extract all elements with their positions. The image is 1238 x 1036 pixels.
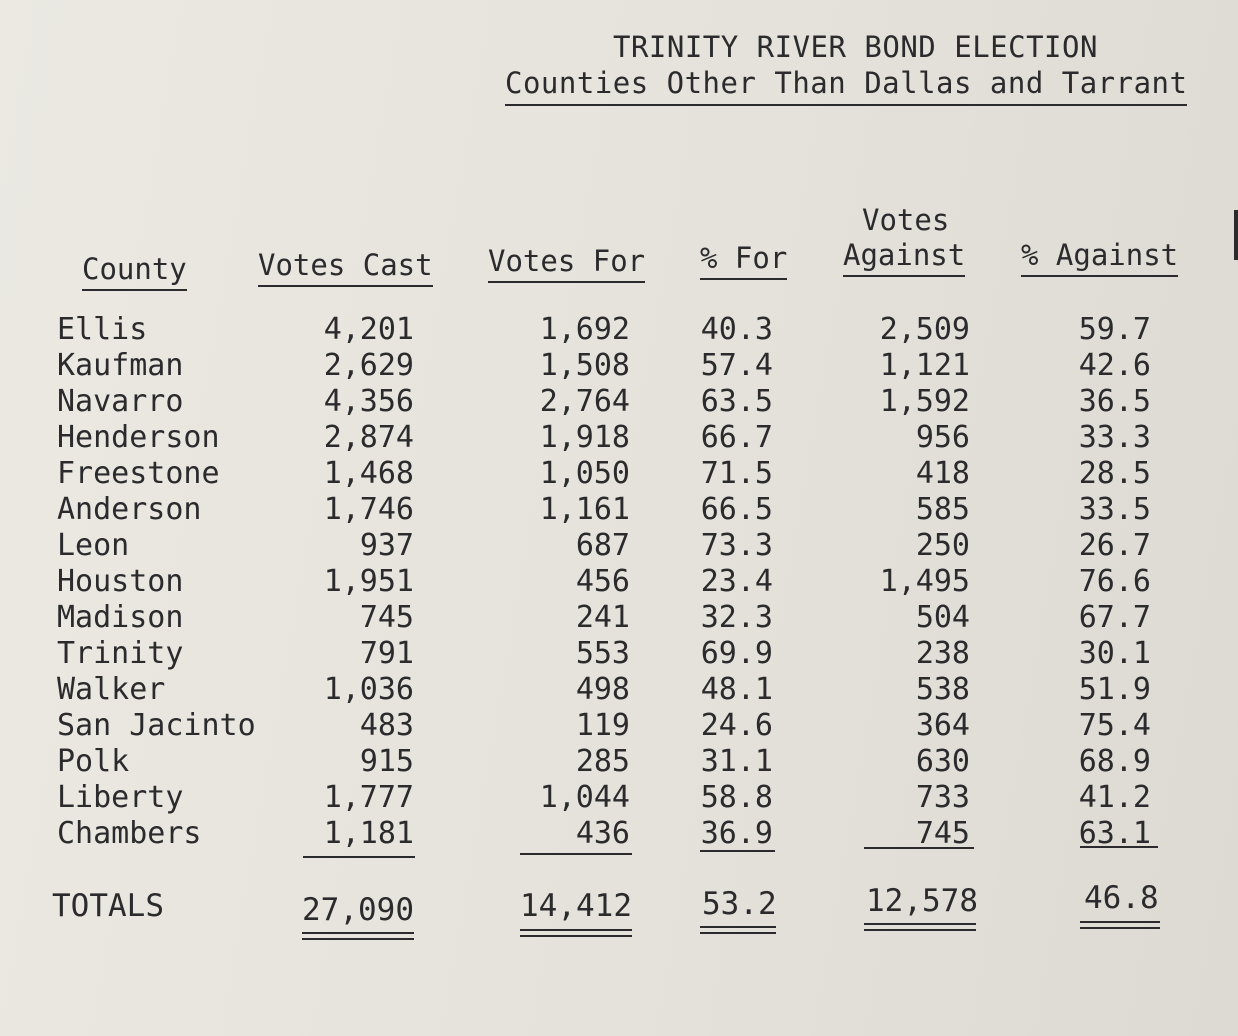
votes-against-value: 733 [915,780,970,815]
county-name: Kaufman [57,348,184,383]
totals-votes-for: 14,412 [520,888,632,924]
total-double-rule-votes-for [520,929,632,937]
pct-for-value: 40.3 [700,312,773,347]
votes-against-value: 250 [915,528,970,563]
votes-cast-value: 2,874 [323,420,414,455]
votes-against-value: 418 [915,456,970,491]
table-row-chambers [0,816,1238,852]
table-row-madison [0,600,1238,636]
pct-against-value: 75.4 [1078,708,1151,743]
votes-against-value: 1,121 [879,348,970,383]
subtotal-rule-votes-for [520,853,632,855]
pct-for-value: 23.4 [700,564,773,599]
votes-for-value: 687 [575,528,630,563]
pct-for-value: 58.8 [700,780,773,815]
pct-against-value: 51.9 [1078,672,1151,707]
votes-cast-value: 1,746 [323,492,414,527]
votes-for-value: 285 [575,744,630,779]
pct-against-value: 33.5 [1078,492,1151,527]
county-name: Liberty [57,780,184,815]
pct-for-value: 24.6 [700,708,773,743]
table-row-leon [0,528,1238,564]
subtotal-rule-pct-for [700,850,775,852]
votes-against-value: 238 [915,636,970,671]
pct-for-value: 73.3 [700,528,773,563]
votes-for-value: 119 [575,708,630,743]
votes-cast-value: 1,181 [323,816,414,851]
page-edge-mark [1234,210,1238,260]
header-votes-cast: Votes Cast [258,248,433,287]
table-row-navarro [0,384,1238,420]
totals-votes-cast: 27,090 [302,892,414,928]
header-pct-against: % Against [1021,238,1178,277]
totals-pct-against: 46.8 [1084,880,1159,916]
votes-against-value: 364 [915,708,970,743]
header-votes-against-line2: Against [843,238,965,277]
votes-cast-value: 1,951 [323,564,414,599]
table-row-ellis [0,312,1238,348]
votes-against-value: 956 [915,420,970,455]
table-row-trinity [0,636,1238,672]
votes-against-value: 630 [915,744,970,779]
votes-cast-value: 2,629 [323,348,414,383]
totals-pct-for: 53.2 [702,886,777,922]
pct-against-value: 28.5 [1078,456,1151,491]
pct-against-value: 30.1 [1078,636,1151,671]
votes-cast-value: 483 [359,708,414,743]
votes-for-value: 2,764 [539,384,630,419]
pct-for-value: 48.1 [700,672,773,707]
votes-for-value: 436 [575,816,630,851]
votes-cast-value: 745 [359,600,414,635]
pct-for-value: 57.4 [700,348,773,383]
subtotal-rule-votes-against [864,847,974,849]
pct-against-value: 76.6 [1078,564,1151,599]
document-subtitle: Counties Other Than Dallas and Tarrant [505,66,1187,106]
header-votes-against-line1: Votes [862,203,950,237]
pct-against-value: 67.7 [1078,600,1151,635]
county-name: Walker [57,672,166,707]
votes-for-value: 498 [575,672,630,707]
votes-cast-value: 937 [359,528,414,563]
votes-for-value: 1,918 [539,420,630,455]
votes-for-value: 1,508 [539,348,630,383]
votes-against-value: 1,495 [879,564,970,599]
county-name: Freestone [57,456,220,491]
pct-for-value: 63.5 [700,384,773,419]
total-double-rule-pct-for [700,926,776,934]
pct-for-value: 71.5 [700,456,773,491]
county-table-body [0,312,1238,852]
table-row-freestone [0,456,1238,492]
county-name: Anderson [57,492,202,527]
pct-against-value: 33.3 [1078,420,1151,455]
pct-for-value: 31.1 [700,744,773,779]
county-name: Leon [57,528,130,563]
table-row-polk [0,744,1238,780]
pct-for-value: 36.9 [700,816,773,851]
county-name: San Jacinto [57,708,256,743]
county-name: Madison [57,600,184,635]
subtotal-rule-pct-against [1080,846,1158,848]
votes-against-value: 2,509 [879,312,970,347]
votes-against-value: 538 [915,672,970,707]
table-row-anderson [0,492,1238,528]
votes-against-value: 1,592 [879,384,970,419]
votes-for-value: 1,050 [539,456,630,491]
votes-cast-value: 791 [359,636,414,671]
table-row-liberty [0,780,1238,816]
votes-cast-value: 4,356 [323,384,414,419]
total-double-rule-votes-cast [302,932,414,940]
pct-for-value: 66.7 [700,420,773,455]
total-double-rule-votes-against [864,923,976,931]
pct-against-value: 36.5 [1078,384,1151,419]
pct-against-value: 42.6 [1078,348,1151,383]
county-name: Henderson [57,420,220,455]
pct-for-value: 69.9 [700,636,773,671]
totals-label: TOTALS [52,888,164,924]
subtotal-rule-votes-cast [303,856,415,858]
header-county: County [82,252,187,291]
votes-for-value: 1,044 [539,780,630,815]
table-row-kaufman [0,348,1238,384]
votes-against-value: 504 [915,600,970,635]
votes-for-value: 553 [575,636,630,671]
pct-against-value: 68.9 [1078,744,1151,779]
header-pct-for: % For [700,241,787,280]
county-name: Chambers [57,816,202,851]
document-title: TRINITY RIVER BOND ELECTION [613,30,1098,64]
votes-for-value: 456 [575,564,630,599]
votes-cast-value: 1,036 [323,672,414,707]
votes-for-value: 1,692 [539,312,630,347]
table-row-houston [0,564,1238,600]
header-votes-for: Votes For [488,244,645,283]
votes-cast-value: 915 [359,744,414,779]
pct-against-value: 59.7 [1078,312,1151,347]
pct-against-value: 63.1 [1078,816,1151,851]
county-name: Ellis [57,312,148,347]
pct-for-value: 66.5 [700,492,773,527]
county-name: Polk [57,744,130,779]
totals-votes-against: 12,578 [866,883,978,919]
table-row-san-jacinto [0,708,1238,744]
pct-against-value: 26.7 [1078,528,1151,563]
county-name: Houston [57,564,184,599]
table-row-walker [0,672,1238,708]
votes-cast-value: 1,468 [323,456,414,491]
total-double-rule-pct-against [1080,921,1160,929]
votes-for-value: 241 [575,600,630,635]
votes-against-value: 585 [915,492,970,527]
county-name: Trinity [57,636,184,671]
pct-against-value: 41.2 [1078,780,1151,815]
county-name: Navarro [57,384,184,419]
votes-cast-value: 1,777 [323,780,414,815]
votes-cast-value: 4,201 [323,312,414,347]
votes-for-value: 1,161 [539,492,630,527]
pct-for-value: 32.3 [700,600,773,635]
votes-against-value: 745 [915,816,970,851]
table-row-henderson [0,420,1238,456]
